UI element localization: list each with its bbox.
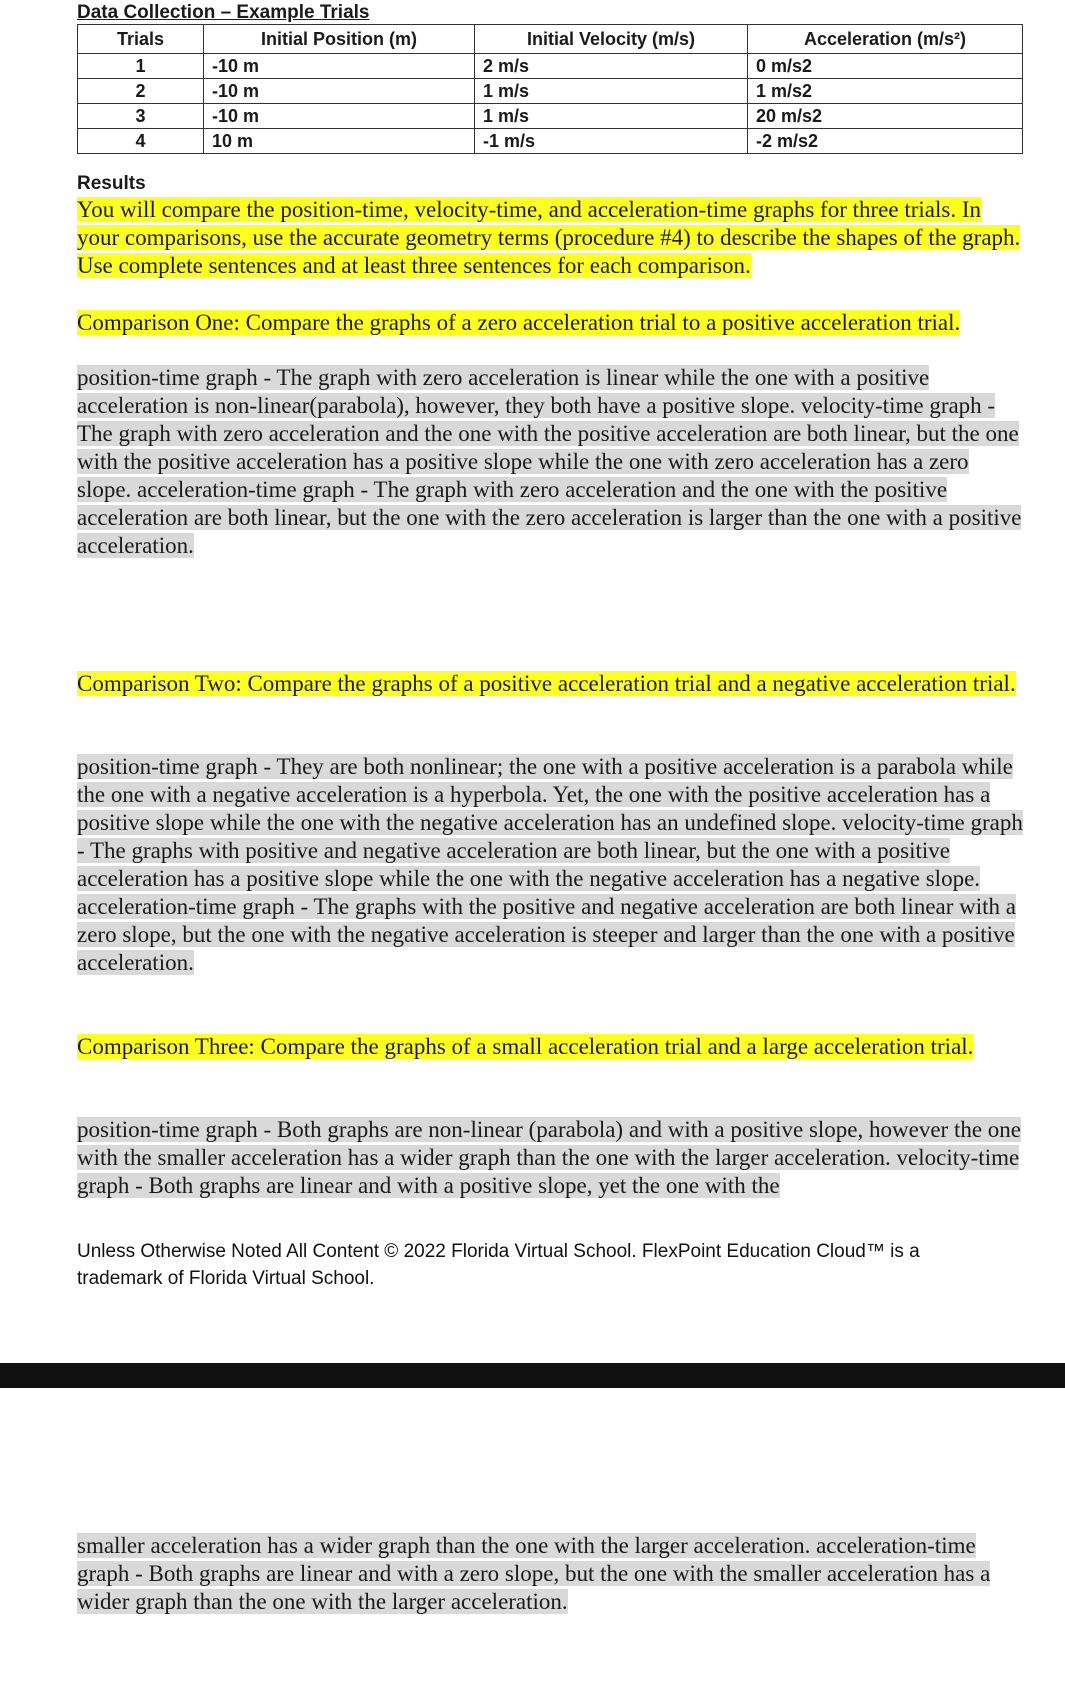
comparison-three-answer-text: position-time graph - Both graphs are non-linear (parabola) and with a positive slope, however the one with the smaller acceleration has a wider graph than the one with the larger acceleration. velocity-time graph - Both graphs are linear and with a positive slope, yet the one with the [77, 1117, 1021, 1198]
cell-trial: 4 [78, 129, 204, 154]
comparison-three-answer-continued [77, 1532, 1027, 1616]
cell-velocity: 1 m/s [475, 79, 748, 104]
comparison-two-answer-text: position-time graph - They are both nonlinear; the one with a positive acceleration is a parabola while the one with a negative acceleration is a hyperbola. Yet, the one with the positive acceleration has a positive slope while the one with the negative acceleration has an undefined slope. velocity-time graph - The graphs with positive and negative acceleration are both linear, but the one with a positive acceleration has a positive slope while the one with the negative acceleration has a negative slope. acceleration-time graph - The graphs with the positive and negative acceleration are both linear with a zero slope, but the one with the negative acceleration is steeper and larger than the one with a positive acceleration. [77, 754, 1023, 975]
comparison-two-prompt [77, 670, 1027, 698]
cell-acceleration: 20 m/s2 [748, 104, 1023, 129]
comparison-two-answer [77, 753, 1027, 977]
instructions-text: You will compare the position-time, velocity-time, and acceleration-time graphs for three trials. In your comparisons, use the accurate geometry terms (procedure #4) to describe the shapes of the graph. Use complete sentences and at least three sentences for each comparison. [77, 197, 1021, 278]
results-instructions [77, 196, 1027, 280]
comparison-one-answer [77, 364, 1027, 560]
cell-trial: 1 [78, 54, 204, 79]
results-heading: Results [77, 173, 146, 194]
comparison-one-prompt [77, 309, 1027, 337]
table-title: Data Collection – Example Trials [77, 2, 370, 23]
cell-velocity: -1 m/s [475, 129, 748, 154]
table-header-row [78, 25, 1023, 54]
comparison-two-prompt-text: Comparison Two: Compare the graphs of a positive acceleration trial and a negative acceleration trial. [77, 671, 1016, 696]
page-break-bar [0, 1363, 1065, 1388]
cell-acceleration: 1 m/s2 [748, 79, 1023, 104]
cell-velocity: 2 m/s [475, 54, 748, 79]
trials-table [77, 24, 1023, 154]
cell-position: -10 m [204, 79, 475, 104]
cell-acceleration: -2 m/s2 [748, 129, 1023, 154]
cell-position: 10 m [204, 129, 475, 154]
comparison-three-answer-continued-text: smaller acceleration has a wider graph than the one with the larger acceleration. acceleration-time graph - Both graphs are linear and with a zero slope, but the one with the smaller acceleration has a wider graph than the one with the larger acceleration. [77, 1533, 991, 1614]
comparison-one-prompt-text: Comparison One: Compare the graphs of a zero acceleration trial to a positive acceleration trial. [77, 310, 961, 335]
cell-acceleration: 0 m/s2 [748, 54, 1023, 79]
header-trials: Trials [78, 25, 204, 54]
table-row [78, 54, 1023, 79]
comparison-three-prompt [77, 1033, 1027, 1061]
cell-trial: 2 [78, 79, 204, 104]
cell-trial: 3 [78, 104, 204, 129]
cell-position: -10 m [204, 54, 475, 79]
page-footer: Unless Otherwise Noted All Content © 2022 Florida Virtual School. FlexPoint Education Cloud™ is a trademark of Florida Virtual School. [77, 1241, 920, 1289]
table-row [78, 79, 1023, 104]
comparison-three-prompt-text: Comparison Three: Compare the graphs of a small acceleration trial and a large acceleration trial. [77, 1034, 974, 1059]
table-row [78, 104, 1023, 129]
cell-position: -10 m [204, 104, 475, 129]
cell-velocity: 1 m/s [475, 104, 748, 129]
header-initial-velocity: Initial Velocity (m/s) [475, 25, 748, 54]
comparison-one-answer-text: position-time graph - The graph with zero acceleration is linear while the one with a positive acceleration is non-linear(parabola), however, they both have a positive slope. velocity-time graph - The graph with zero acceleration and the one with the positive acceleration are both linear, but the one with the positive acceleration has a positive slope while the one with zero acceleration has a zero slope. acceleration-time graph - The graph with zero acceleration and the one with the positive acceleration are both linear, but the one with the zero acceleration is larger than the one with a positive acceleration. [77, 365, 1022, 558]
header-acceleration: Acceleration (m/s²) [748, 25, 1023, 54]
comparison-three-answer [77, 1116, 1027, 1200]
table-row [78, 129, 1023, 154]
header-initial-position: Initial Position (m) [204, 25, 475, 54]
